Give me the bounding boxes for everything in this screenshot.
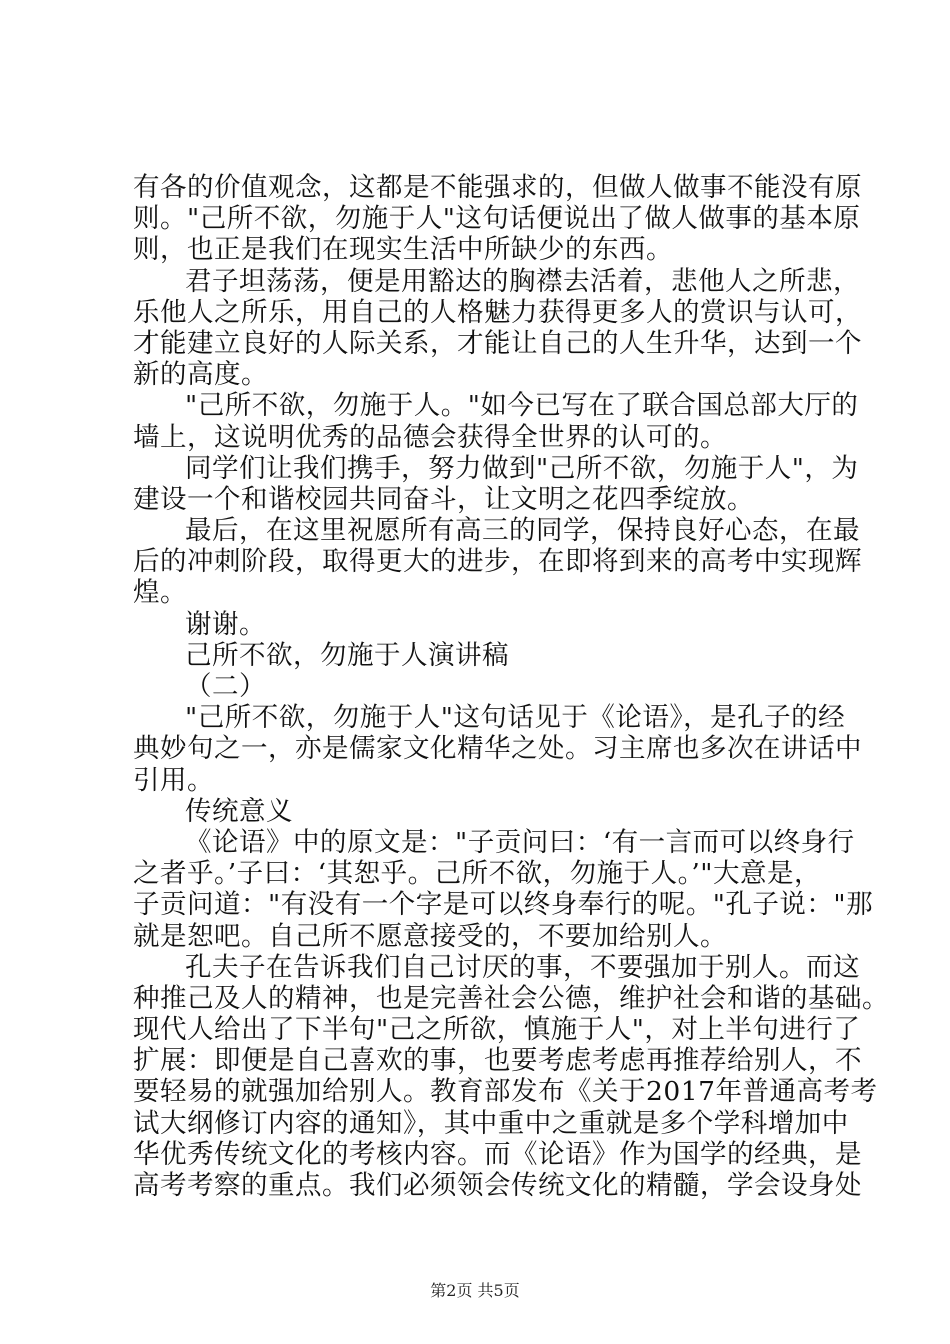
text-line: 最后，在这里祝愿所有高三的同学，保持良好心态，在最 (185, 515, 860, 547)
body-text (133, 172, 889, 1201)
text-line: 引用。 (133, 764, 214, 796)
text-line: 则，也正是我们在现实生活中所缺少的东西。 (133, 234, 673, 266)
text-line: 新的高度。 (133, 359, 268, 391)
text-line: 传统意义 (185, 795, 293, 827)
text-line: 种推己及人的精神，也是完善社会公德，维护社会和谐的基础。 (133, 982, 889, 1014)
page-footer: 第2页 共5页 (430, 1281, 520, 1300)
text-line: 墙上，这说明优秀的品德会获得全世界的认可的。 (133, 421, 727, 453)
text-line: 才能建立良好的人际关系，才能让自己的人生升华，达到一个 (133, 327, 862, 359)
text-line: 子贡问道："有没有一个字是可以终身奉行的呢。"孔子说："那 (133, 889, 874, 921)
text-line: 孔夫子在告诉我们自己讨厌的事，不要强加于别人。而这 (185, 951, 860, 983)
text-line: 同学们让我们携手，努力做到"己所不欲，勿施于人"，为 (185, 452, 859, 484)
text-line: 己所不欲，勿施于人演讲稿 (185, 639, 509, 671)
text-line: 就是恕吧。自己所不愿意接受的，不要加给别人。 (133, 920, 727, 952)
text-line: 煌。 (133, 577, 187, 609)
text-line: 现代人给出了下半句"己之所欲，慎施于人"，对上半句进行了 (133, 1014, 861, 1046)
text-line: 试大纲修订内容的通知》，其中重中之重就是多个学科增加中 (133, 1107, 849, 1139)
text-line: 扩展：即便是自己喜欢的事，也要考虑考虑再推荐给别人，不 (133, 1045, 862, 1077)
text-line: 则。"己所不欲，勿施于人"这句话便说出了做人做事的基本原 (133, 203, 861, 235)
text-line: "己所不欲，勿施于人。"如今已写在了联合国总部大厅的 (185, 390, 859, 422)
text-line: 之者乎。’子曰：‘其恕乎。己所不欲，勿施于人。’"大意是， (133, 858, 821, 890)
text-line: 华优秀传统文化的考核内容。而《论语》作为国学的经典，是 (133, 1138, 862, 1170)
text-line: （二） (185, 671, 266, 702)
text-line: 有各的价值观念，这都是不能强求的，但做人做事不能没有原 (133, 172, 862, 203)
text-line: 高考考察的重点。我们必须领会传统文化的精髓，学会设身处 (133, 1170, 862, 1201)
text-line: 建设一个和谐校园共同奋斗，让文明之花四季绽放。 (133, 483, 754, 515)
text-line: 后的冲刺阶段，取得更大的进步，在即将到来的高考中实现辉 (133, 546, 862, 578)
text-line: 君子坦荡荡，便是用豁达的胸襟去活着，悲他人之所悲， (185, 265, 860, 297)
text-line: 《论语》中的原文是："子贡问曰：‘有一言而可以终身行 (185, 826, 855, 858)
text-line: 谢谢。 (185, 608, 266, 640)
text-line: 典妙句之一，亦是儒家文化精华之处。习主席也多次在讲话中 (133, 733, 862, 765)
text-line: 乐他人之所乐，用自己的人格魅力获得更多人的赏识与认可， (133, 296, 862, 328)
text-line: 要轻易的就强加给别人。教育部发布《关于2017年普通高考考 (133, 1076, 878, 1108)
text-line: "己所不欲，勿施于人"这句话见于《论语》，是孔子的经 (185, 702, 846, 734)
